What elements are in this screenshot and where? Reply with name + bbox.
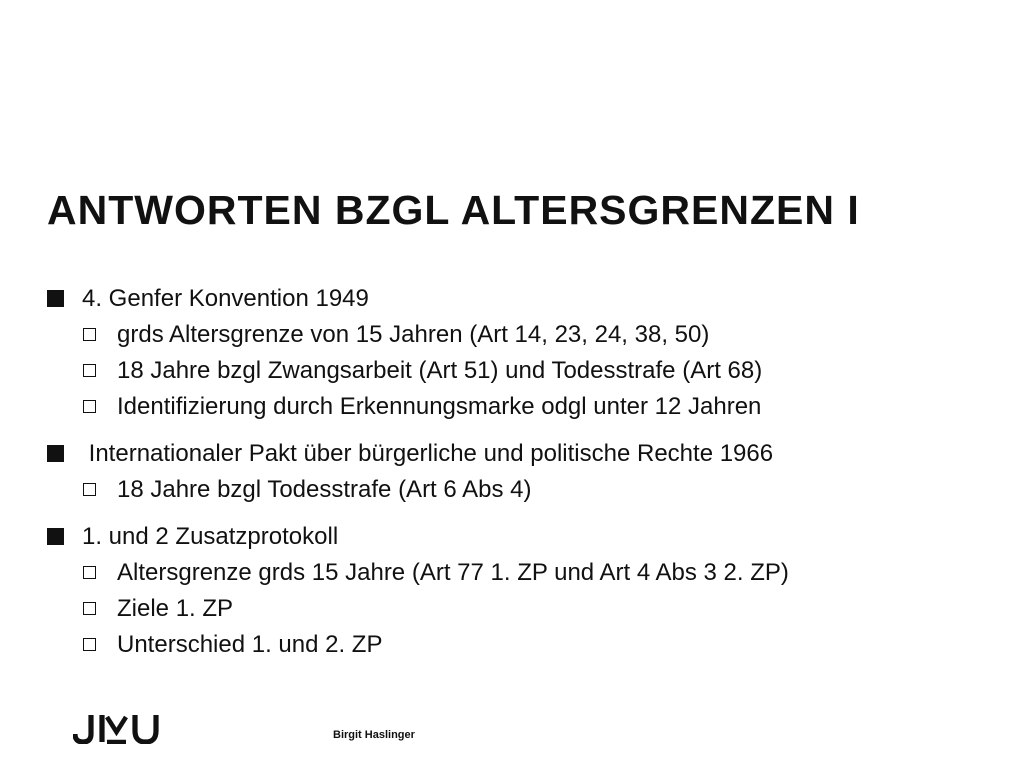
- bullet-text: Altersgrenze grds 15 Jahre (Art 77 1. ZP und Art 4 Abs 3 2. ZP): [117, 559, 789, 586]
- bullet-text: Unterschied 1. und 2. ZP: [117, 631, 383, 658]
- filled-square-bullet-icon: [47, 445, 64, 462]
- jku-logo: [73, 712, 163, 744]
- bullet-text: 4. Genfer Konvention 1949: [82, 285, 369, 312]
- bullet-level2: [47, 591, 987, 627]
- bullet-level1: [47, 519, 987, 555]
- bullet-text: Internationaler Pakt über bürgerliche und politische Rechte 1966: [82, 440, 774, 467]
- empty-square-bullet-icon: [83, 602, 96, 615]
- filled-square-bullet-icon: [47, 290, 64, 307]
- bullet-text: grds Altersgrenze von 15 Jahren (Art 14, 23, 24, 38, 50): [117, 321, 710, 348]
- bullet-level2: [47, 317, 987, 353]
- bullet-level1: [47, 281, 987, 317]
- bullet-level2: [47, 389, 987, 425]
- bullet-text: Ziele 1. ZP: [117, 595, 234, 622]
- empty-square-bullet-icon: [83, 483, 96, 496]
- slide-title: ANTWORTEN BZGL ALTERSGRENZEN I: [47, 187, 860, 233]
- filled-square-bullet-icon: [47, 528, 64, 545]
- bullet-text: 18 Jahre bzgl Zwangsarbeit (Art 51) und Todesstrafe (Art 68): [117, 357, 763, 384]
- author-name: Birgit Haslinger: [333, 729, 415, 741]
- bullet-group-genfer-konvention: [47, 281, 987, 425]
- bullet-level2: [47, 627, 987, 663]
- slide-content: [47, 281, 987, 674]
- bullet-level2: [47, 472, 987, 508]
- empty-square-bullet-icon: [83, 638, 96, 651]
- empty-square-bullet-icon: [83, 566, 96, 579]
- bullet-text: 18 Jahre bzgl Todesstrafe (Art 6 Abs 4): [117, 476, 532, 503]
- bullet-level2: [47, 555, 987, 591]
- empty-square-bullet-icon: [83, 400, 96, 413]
- bullet-text: Identifizierung durch Erkennungsmarke odgl unter 12 Jahren: [117, 393, 762, 420]
- bullet-group-zusatzprotokoll: [47, 519, 987, 663]
- bullet-text: 1. und 2 Zusatzprotokoll: [82, 523, 339, 550]
- bullet-level2: [47, 353, 987, 389]
- empty-square-bullet-icon: [83, 364, 96, 377]
- bullet-level1: [47, 436, 987, 472]
- bullet-group-internationaler-pakt: [47, 436, 987, 508]
- empty-square-bullet-icon: [83, 328, 96, 341]
